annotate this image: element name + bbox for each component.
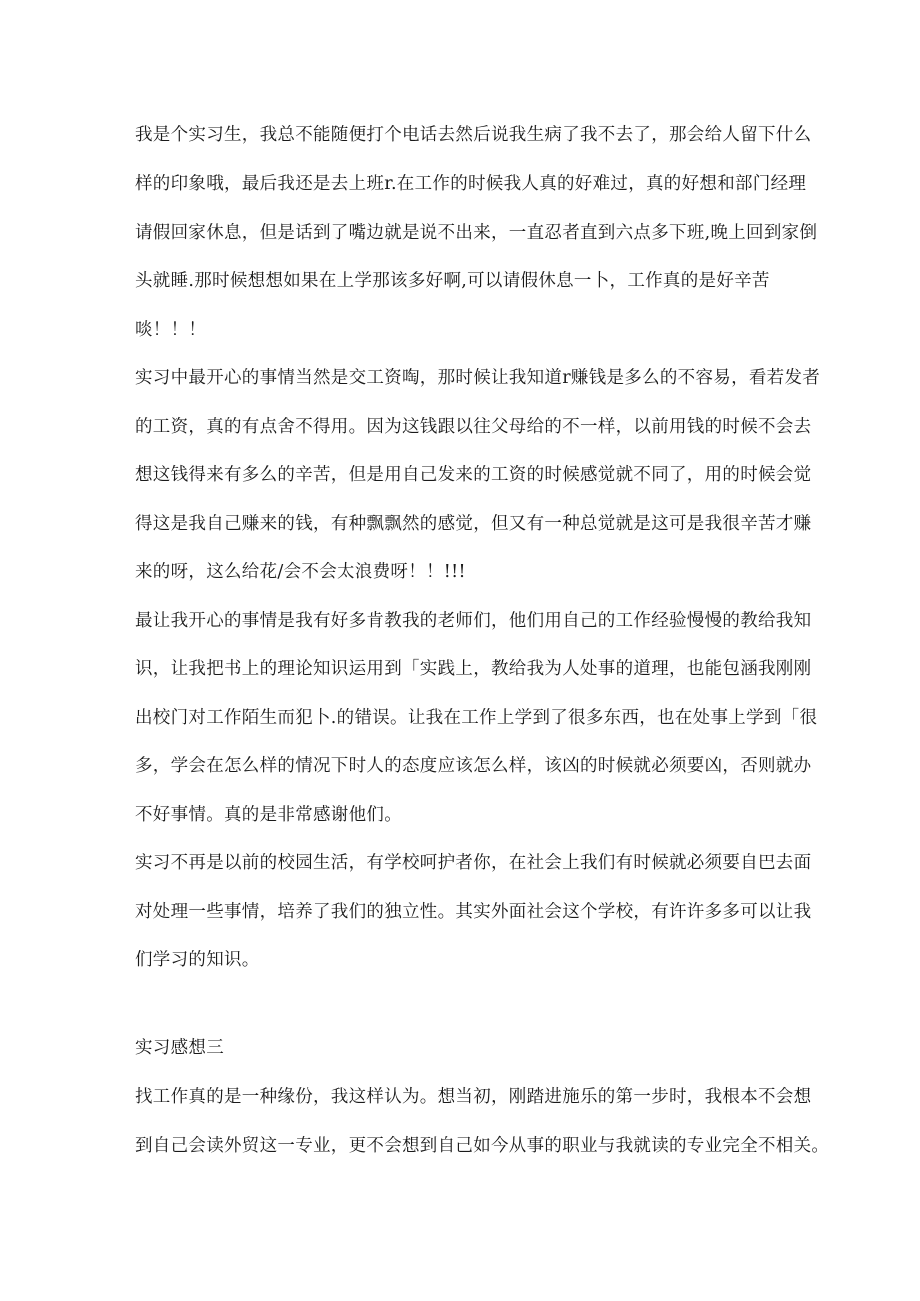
paragraph-line: 样的印象哦，最后我还是去上班r.在工作的时候我人真的好难过，真的好想和部门经理 [135,174,807,194]
paragraph-line: 实习不再是以前的校园生活，有学校呵护者你，在社会上我们有时候就必须要自巴去面 [135,853,812,873]
paragraph-line: 来的呀，这么给花/会不会太浪费呀！！!!! [135,562,466,582]
paragraph-line: 头就睡.那时候想想如果在上学那该多好啊,可以请假休息一卜，工作真的是好辛苦 [135,271,770,291]
paragraph-line: 不好事情。真的是非常感谢他们。 [135,805,402,825]
paragraph-line: 啖！！！ [135,320,207,340]
paragraph-line: 多，学会在怎么样的情况下时人的态度应该怎么样，该凶的时候就必须要凶，否则就办 [135,756,812,776]
paragraph-line: 我是个实习生，我总不能随便打个电话去然后说我生病了我不去了，那会给人留下什么 [135,125,812,145]
paragraph-line: 出校门对工作陌生而犯卜.的错误。让我在工作上学到了很多东西，也在处事上学到「很 [135,708,818,728]
paragraph-line: 到自己会读外贸这一专业，更不会想到自己如今从事的职业与我就读的专业完全不相关。 [135,1136,830,1156]
paragraph-line: 识，让我把书上的理论知识运用到「实践上，教给我为人处事的道理，也能包涵我刚刚 [135,659,812,679]
paragraph-line: 找工作真的是一种缘份，我这样认为。想当初，刚踏进施乐的第一步时，我根本不会想 [135,1087,812,1107]
paragraph-line: 得这是我自己赚来的钱，有种飘飘然的感觉，但又有一种总觉就是这可是我很辛苦才赚 [135,514,812,534]
section-title: 实习感想三 [135,1038,224,1058]
paragraph-line: 请假回家休息，但是话到了嘴边就是说不出来，一直忍者直到六点多下班,晚上回到家倒 [135,223,818,243]
paragraph-line: 们学习的知识。 [135,950,260,970]
paragraph-line: 最让我开心的事情是我有好多肯教我的老师们，他们用自己的工作经验慢慢的教给我知 [135,611,812,631]
paragraph-line: 实习中最开心的事情当然是交工资啕，那时候让我知道r赚钱是多么的不容易，看若发者 [135,368,821,388]
paragraph-line: 的工资，真的有点舍不得用。因为这钱跟以往父母给的不一样，以前用钱的时候不会去 [135,417,812,437]
paragraph-line: 想这钱得来有多么的辛苦，但是用自己发来的工资的时候感觉就不同了，用的时候会觉 [135,465,812,485]
paragraph-line: 对处理一些事情，培养了我们的独立性。其实外面社会这个学校，有许许多多可以让我 [135,902,812,922]
